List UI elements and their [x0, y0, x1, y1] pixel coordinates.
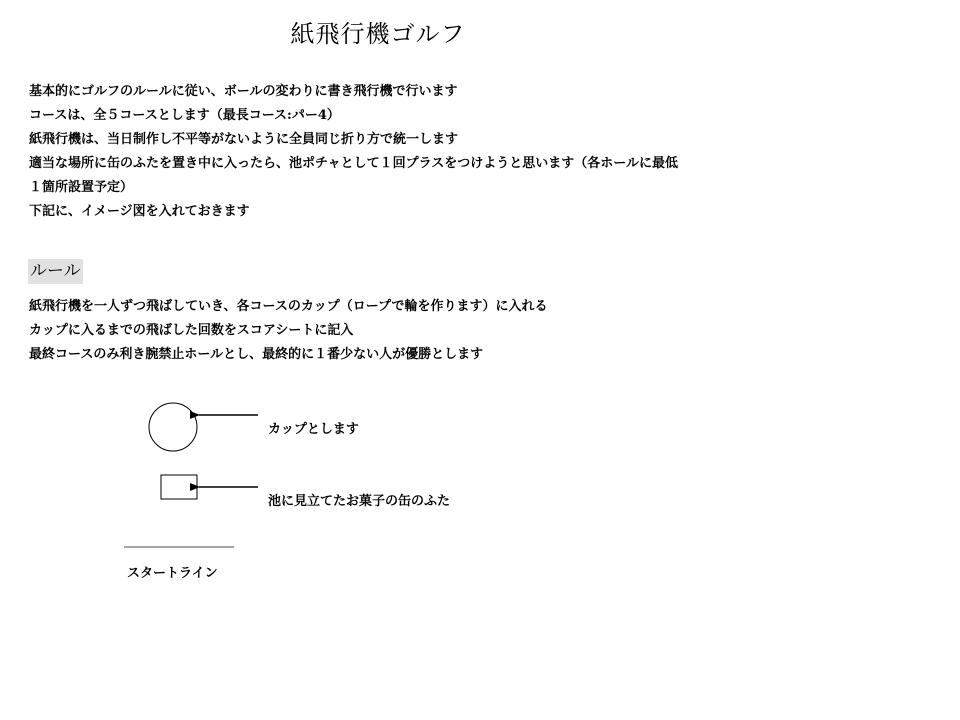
pond-label: 池に見立てたお菓子の缶のふた	[268, 494, 451, 509]
rule-line: 紙飛行機を一人ずつ飛ばしていき、各コースのカップ（ロープで輪を作ります）に入れる	[29, 299, 548, 314]
page-title: 紙飛行機ゴルフ	[290, 20, 466, 48]
rule-line: カップに入るまでの飛ばした回数をスコアシートに記入	[29, 323, 354, 338]
intro-line: 下記に、イメージ図を入れておきます	[29, 204, 250, 219]
cup-icon	[149, 403, 197, 451]
intro-line: 紙飛行機は、当日制作し不平等がないように全員同じ折り方で統一します	[29, 132, 459, 147]
intro-line: コースは、全５コースとします（最長コース:パー4）	[29, 108, 340, 123]
intro-line: 適当な場所に缶のふたを置き中に入ったら、池ポチャとして１回プラスをつけようと思います（各ホールに最低	[29, 156, 678, 171]
pond-lid-icon	[161, 475, 197, 499]
intro-line: １箇所設置予定）	[29, 180, 134, 195]
start-line-label: スタートライン	[127, 566, 218, 581]
cup-label: カップとします	[268, 422, 359, 437]
rule-line: 最終コースのみ利き腕禁止ホールとし、最終的に１番少ない人が優勝とします	[29, 347, 484, 362]
rules-heading: ルール	[28, 259, 83, 284]
intro-line: 基本的にゴルフのルールに従い、ボールの変わりに書き飛行機で行います	[29, 84, 458, 99]
